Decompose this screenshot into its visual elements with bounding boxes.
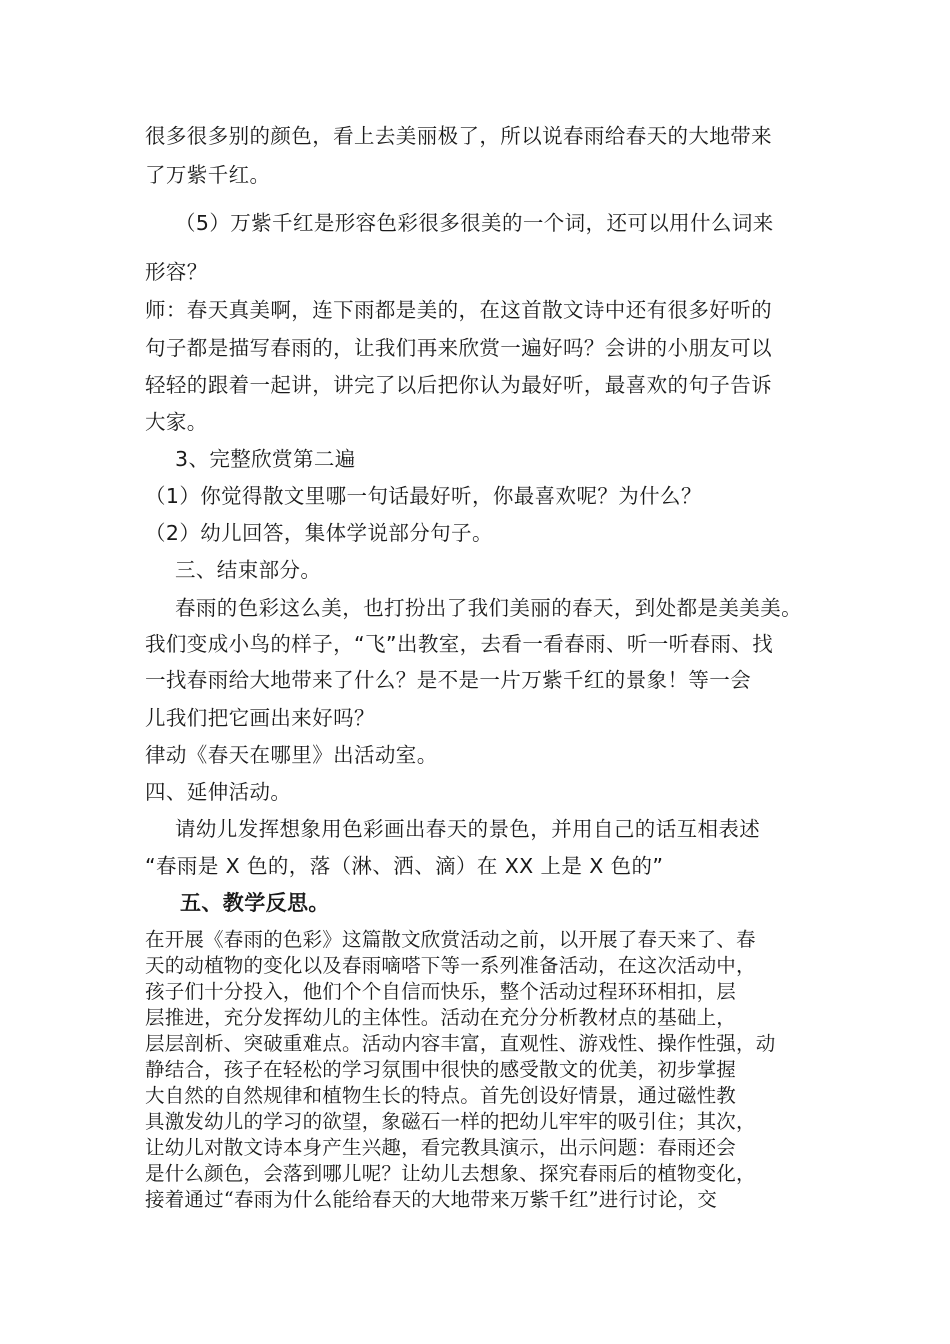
reflection-line: 天的动植物的变化以及春雨嘀嗒下等一系列准备活动，在这次活动中， [145, 954, 756, 977]
section-heading: 四、延伸活动。 [145, 780, 292, 804]
reflection-line: 接着通过“春雨为什么能给春天的大地带来万紫千红”进行讨论，交 [145, 1188, 717, 1211]
paragraph-line: 儿我们把它画出来好吗？ [145, 706, 375, 730]
paragraph-line: 律动《春天在哪里》出活动室。 [145, 743, 438, 767]
teacher-line: 师：春天真美啊，连下雨都是美的，在这首散文诗中还有很多好听的 [145, 298, 772, 322]
paragraph-line: 很多很多别的颜色，看上去美丽极了，所以说春雨给春天的大地带来 [145, 124, 772, 148]
reflection-line: 大自然的自然规律和植物生长的特点。首先创设好情景，通过磁性教 [145, 1084, 737, 1107]
reflection-line: 让幼儿对散文诗本身产生兴趣，看完教具演示，出示问题：春雨还会 [145, 1136, 737, 1159]
list-item: （2）幼儿回答，集体学说部分句子。 [145, 521, 493, 545]
reflection-line: 具激发幼儿的学习的欲望，象磁石一样的把幼儿牢牢的吸引住；其次， [145, 1110, 756, 1133]
reflection-line: 层层剖析、突破重难点。活动内容丰富，直观性、游戏性、操作性强，动 [145, 1032, 776, 1055]
question-line: （5）万紫千红是形容色彩很多很美的一个词，还可以用什么词来 [175, 211, 774, 235]
section-heading: 3、完整欣赏第二遍 [175, 447, 356, 471]
reflection-line: 在开展《春雨的色彩》这篇散文欣赏活动之前，以开展了春天来了、春 [145, 928, 756, 951]
paragraph-line: 一找春雨给大地带来了什么？是不是一片万紫千红的景象！等一会 [145, 668, 752, 692]
paragraph-line: 我们变成小鸟的样子，“飞”出教室，去看一看春雨、听一听春雨、找 [145, 632, 774, 656]
paragraph-line: 了万紫千红。 [145, 163, 271, 187]
paragraph-line: 句子都是描写春雨的，让我们再来欣赏一遍好吗？会讲的小朋友可以 [145, 336, 772, 360]
reflection-line: 层推进，充分发挥幼儿的主体性。活动在充分分析教材点的基础上， [145, 1006, 737, 1029]
list-item: （1）你觉得散文里哪一句话最好听，你最喜欢呢？为什么？ [145, 484, 702, 508]
paragraph-line: 请幼儿发挥想象用色彩画出春天的景色，并用自己的话互相表述 [175, 817, 761, 841]
paragraph-line: 春雨的色彩这么美，也打扮出了我们美丽的春天，到处都是美美美。 [175, 596, 802, 620]
section-heading-bold: 五、教学反思。 [180, 891, 330, 915]
paragraph-line: 大家。 [145, 410, 208, 434]
reflection-line: 静结合，孩子在轻松的学习氛围中很快的感受散文的优美，初步掌握 [145, 1058, 737, 1081]
section-heading: 三、结束部分。 [175, 558, 322, 582]
reflection-line: 是什么颜色，会落到哪儿呢？让幼儿去想象、探究春雨后的植物变化， [145, 1162, 756, 1185]
paragraph-line: 轻轻的跟着一起讲，讲完了以后把你认为最好听，最喜欢的句子告诉 [145, 373, 772, 397]
quote-line: “春雨是 X 色的，落（淋、洒、滴）在 XX 上是 X 色的” [145, 854, 664, 878]
reflection-line: 孩子们十分投入，他们个个自信而快乐，整个活动过程环环相扣，层 [145, 980, 737, 1003]
paragraph-line: 形容？ [145, 260, 208, 284]
